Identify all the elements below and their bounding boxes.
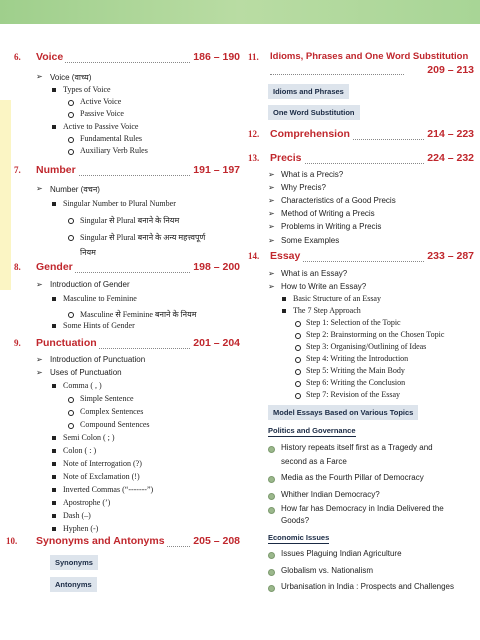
toc-item: Masculine to Feminine	[63, 294, 137, 303]
toc-item: Basic Structure of an Essay	[293, 294, 381, 303]
topic-box-model-essays[interactable]: Model Essays Based on Various Topics	[268, 405, 418, 420]
circle-bullet-icon	[68, 218, 74, 224]
section-gender-heading[interactable]	[14, 261, 240, 277]
topic-box-idioms[interactable]: Idioms and Phrases	[268, 84, 349, 99]
circle-bullet-icon	[68, 112, 74, 118]
leader-dots	[270, 73, 404, 75]
page-range: 191 – 197	[193, 164, 240, 176]
square-bullet-icon	[52, 88, 56, 92]
section-title: Punctuation	[36, 337, 97, 349]
toc-item: Whither Indian Democracy?	[281, 490, 380, 499]
toc-item: नियम	[80, 248, 96, 257]
toc-item: Step 2: Brainstorming on the Chosen Topic	[306, 330, 445, 339]
circle-bullet-icon	[68, 100, 74, 106]
section-title: Voice	[36, 51, 64, 63]
green-dot-bullet-icon	[268, 446, 275, 453]
circle-bullet-icon	[68, 410, 74, 416]
arrow-bullet-icon: ➢	[268, 222, 275, 231]
circle-bullet-icon	[295, 393, 301, 399]
toc-item: Urbanisation in India : Prospects and Challenges	[281, 582, 454, 591]
toc-item: Some Examples	[281, 236, 340, 245]
page-range: 233 – 287	[427, 250, 474, 262]
page-range: 186 – 190	[193, 51, 240, 63]
toc-item: Number (वचन)	[50, 185, 100, 194]
toc-item: Characteristics of a Good Precis	[281, 196, 396, 205]
toc-item: Passive Voice	[80, 109, 124, 118]
green-dot-bullet-icon	[268, 507, 275, 514]
section-number: 9.	[14, 338, 21, 348]
toc-item: Some Hints of Gender	[63, 321, 135, 330]
green-dot-bullet-icon	[268, 569, 275, 576]
toc-item: Issues Plaguing Indian Agriculture	[281, 549, 402, 558]
toc-item: Dash (–)	[63, 511, 91, 520]
circle-bullet-icon	[68, 235, 74, 241]
toc-item: Step 3: Organising/Outlining of Ideas	[306, 342, 427, 351]
arrow-bullet-icon: ➢	[36, 355, 43, 364]
toc-item: Hyphen (-)	[63, 524, 99, 533]
toc-item: What is a Precis?	[281, 170, 344, 179]
circle-bullet-icon	[295, 333, 301, 339]
section-voice-heading[interactable]	[14, 51, 240, 67]
toc-item: Note of Exclamation (!)	[63, 472, 140, 481]
page-range: 214 – 223	[427, 128, 474, 140]
topic-box-synonyms[interactable]: Synonyms	[50, 555, 98, 570]
arrow-bullet-icon: ➢	[36, 184, 43, 193]
page-range: 201 – 204	[193, 337, 240, 349]
square-bullet-icon	[52, 202, 56, 206]
toc-item: Voice (वाच्य)	[50, 73, 92, 82]
arrow-bullet-icon: ➢	[268, 269, 275, 278]
toc-item: Globalism vs. Nationalism	[281, 566, 374, 575]
toc-item: Method of Writing a Precis	[281, 209, 375, 218]
square-bullet-icon	[282, 309, 286, 313]
toc-item: Auxiliary Verb Rules	[80, 146, 148, 155]
toc-item: History repeats itself first as a Tragedy and	[281, 443, 433, 452]
section-title: Idioms, Phrases and One Word Substitution	[270, 51, 469, 62]
toc-item: Problems in Writing a Precis	[281, 222, 382, 231]
section-title: Synonyms and Antonyms	[36, 535, 165, 547]
square-bullet-icon	[52, 514, 56, 518]
section-number: 10.	[6, 536, 18, 546]
arrow-bullet-icon: ➢	[268, 183, 275, 192]
section-comprehension-heading[interactable]	[248, 128, 474, 144]
page-range: 198 – 200	[193, 261, 240, 273]
arrow-bullet-icon: ➢	[36, 72, 43, 81]
toc-item: Inverted Commas (“-------”)	[63, 485, 154, 494]
section-number: 7.	[14, 165, 21, 175]
toc-item: Comma ( , )	[63, 381, 102, 390]
arrow-bullet-icon: ➢	[268, 282, 275, 291]
top-color-band	[0, 0, 480, 24]
toc-item: Simple Sentence	[80, 394, 134, 403]
toc-item: second as a Farce	[281, 457, 347, 466]
arrow-bullet-icon: ➢	[36, 368, 43, 377]
section-title: Gender	[36, 261, 73, 273]
toc-item: Media as the Fourth Pillar of Democracy	[281, 473, 424, 482]
circle-bullet-icon	[295, 381, 301, 387]
toc-item: Introduction of Punctuation	[50, 355, 146, 364]
toc-item: Goods?	[281, 516, 310, 525]
arrow-bullet-icon: ➢	[268, 209, 275, 218]
square-bullet-icon	[52, 501, 56, 505]
section-title: Comprehension	[270, 128, 350, 140]
toc-item: Step 5: Writing the Main Body	[306, 366, 405, 375]
toc-item: Colon ( : )	[63, 446, 97, 455]
circle-bullet-icon	[295, 345, 301, 351]
square-bullet-icon	[52, 449, 56, 453]
section-number: 14.	[248, 251, 260, 261]
toc-item: Singular से Plural बनाने के अन्य महत्त्वपूर्ण	[80, 233, 206, 242]
toc-item: How to Write an Essay?	[281, 282, 367, 291]
toc-item: Masculine से Feminine बनाने के नियम	[80, 310, 197, 319]
square-bullet-icon	[52, 527, 56, 531]
toc-item: Active Voice	[80, 97, 122, 106]
section-number: 6.	[14, 52, 21, 62]
square-bullet-icon	[52, 462, 56, 466]
toc-item: Types of Voice	[63, 85, 111, 94]
toc-item: What is an Essay?	[281, 269, 348, 278]
square-bullet-icon	[52, 488, 56, 492]
section-title: Precis	[270, 152, 302, 164]
section-number: 8.	[14, 262, 21, 272]
square-bullet-icon	[52, 125, 56, 129]
green-dot-bullet-icon	[268, 552, 275, 559]
green-dot-bullet-icon	[268, 476, 275, 483]
arrow-bullet-icon: ➢	[268, 236, 275, 245]
section-number: 12.	[248, 129, 260, 139]
arrow-bullet-icon: ➢	[36, 280, 43, 289]
toc-item: Step 7: Revision of the Essay	[306, 390, 400, 399]
circle-bullet-icon	[68, 423, 74, 429]
square-bullet-icon	[52, 475, 56, 479]
section-number: 13.	[248, 153, 260, 163]
square-bullet-icon	[52, 384, 56, 388]
toc-item: Introduction of Gender	[50, 280, 130, 289]
circle-bullet-icon	[68, 149, 74, 155]
green-dot-bullet-icon	[268, 493, 275, 500]
square-bullet-icon	[282, 297, 286, 301]
circle-bullet-icon	[295, 357, 301, 363]
section-title: Number	[36, 164, 76, 176]
toc-item: The 7 Step Approach	[293, 306, 361, 315]
square-bullet-icon	[52, 324, 56, 328]
section-number-heading[interactable]	[14, 164, 240, 180]
topic-box-one-word[interactable]: One Word Substitution	[268, 105, 360, 120]
section-punctuation-heading[interactable]	[14, 337, 240, 353]
section-essay-heading[interactable]	[248, 250, 474, 266]
page-range: 209 – 213	[427, 64, 474, 76]
circle-bullet-icon	[68, 312, 74, 318]
toc-item: Fundamental Rules	[80, 134, 142, 143]
square-bullet-icon	[52, 297, 56, 301]
section-title: Essay	[270, 250, 301, 262]
toc-item: Singular Number to Plural Number	[63, 199, 176, 208]
section-idioms-heading[interactable]	[248, 51, 474, 79]
circle-bullet-icon	[295, 369, 301, 375]
toc-item: Apostrophe (’)	[63, 498, 111, 507]
toc-item: Note of Interrogation (?)	[63, 459, 142, 468]
subheading-politics: Politics and Governance	[268, 426, 356, 435]
section-number: 11.	[248, 52, 259, 62]
toc-item: Complex Sentences	[80, 407, 144, 416]
toc-item: Uses of Punctuation	[50, 368, 122, 377]
side-highlight-band	[0, 100, 11, 290]
toc-item: Active to Passive Voice	[63, 122, 139, 131]
circle-bullet-icon	[68, 137, 74, 143]
section-synonyms-heading[interactable]	[6, 535, 240, 551]
toc-item: Semi Colon ( ; )	[63, 433, 115, 442]
toc-item: Step 6: Writing the Conclusion	[306, 378, 406, 387]
toc-item: How far has Democracy in India Delivered the	[281, 504, 444, 513]
square-bullet-icon	[52, 436, 56, 440]
toc-item: Singular से Plural बनाने के नियम	[80, 216, 180, 225]
topic-box-antonyms[interactable]: Antonyms	[50, 577, 97, 592]
circle-bullet-icon	[68, 397, 74, 403]
circle-bullet-icon	[295, 321, 301, 327]
arrow-bullet-icon: ➢	[268, 170, 275, 179]
subheading-economic: Economic Issues	[268, 533, 330, 542]
green-dot-bullet-icon	[268, 585, 275, 592]
page-range: 224 – 232	[427, 152, 474, 164]
toc-item: Step 1: Selection of the Topic	[306, 318, 401, 327]
toc-item: Why Precis?	[281, 183, 326, 192]
toc-item: Step 4: Writing the Introduction	[306, 354, 409, 363]
section-precis-heading[interactable]	[248, 152, 474, 168]
arrow-bullet-icon: ➢	[268, 196, 275, 205]
toc-item: Compound Sentences	[80, 420, 150, 429]
page-range: 205 – 208	[193, 535, 240, 547]
